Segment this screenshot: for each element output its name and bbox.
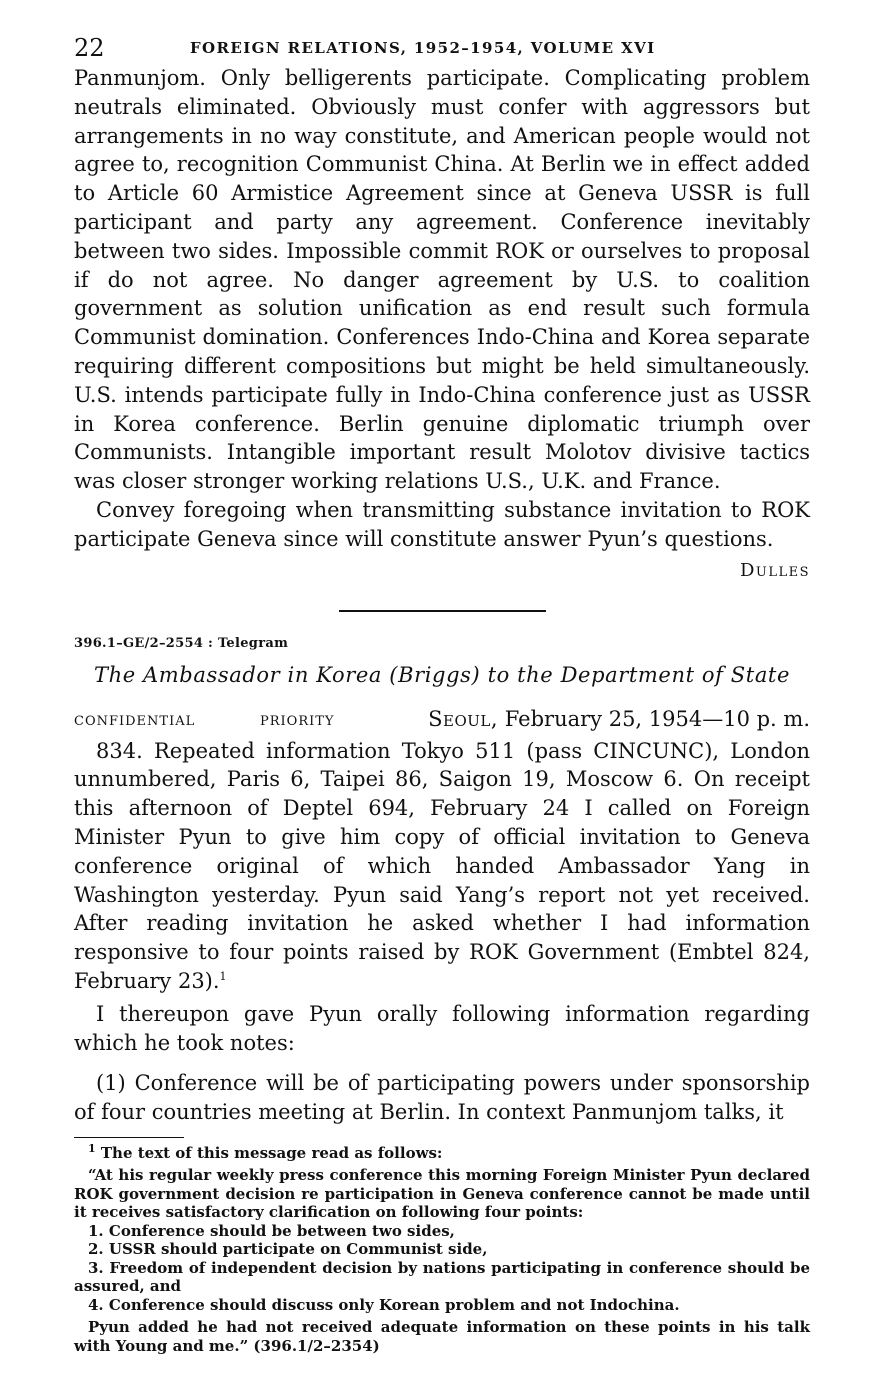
classification-label: CONFIDENTIAL [74, 713, 196, 729]
running-title: FOREIGN RELATIONS, 1952–1954, VOLUME XVI [190, 39, 656, 57]
footnote-quote: “At his regular weekly press conference this morning Foreign Minister Pyun declared ROK government decision re participation in Geneva conference cannot be made until it receives satisfactory clarification on following four points: [74, 1166, 810, 1222]
continued-paragraph: Panmunjom. Only belligerents participate. Complicating problem neutrals eliminated. Obviously must confer with aggressors but arrangements in no way constitute, and American people would not agree to, recognition Communist China. At Berlin we in effect added to Article 60 Armistice Agreement since at Geneva USSR is full participant and party any agreement. Conference inevitably between two sides. Impossible commit ROK or ourselves to proposal if do not agree. No danger agreement by U.S. to coalition government as solution unification as end result such formula Communist domination. Conferences Indo-China and Korea separate requiring different compositions but might be held simultaneously. U.S. intends participate fully in Indo-China conference just as USSR in Korea conference. Berlin genuine diplomatic triumph over Communists. Intangible important result Molotov divisive tactics was closer stronger working relations U.S., U.K. and France. [74, 66, 810, 494]
footnote-list-item: 1. Conference should be between two sides, [88, 1221, 455, 1240]
page-number: 22 [74, 34, 105, 62]
document-title: The Ambassador in Korea (Briggs) to the Department of State [93, 662, 791, 687]
telegram-paragraph-text: 834. Repeated information Tokyo 511 (pass CINCUNC), London unnumbered, Paris 6, Taipei 86, Saigon 19, Moscow 6. On receipt this afternoon of Deptel 694, February 24 I called on Foreign Minister Pyun to give him copy of official invitation to Geneva conference original of which handed Ambassador Yang in Washington yesterday. Pyun said Yang’s report not yet received. After reading invitation he asked whether I had information responsive to four points raised by ROK Government (Embtel 824, February 23). [74, 738, 810, 993]
footnote-list-item: 2. USSR should participate on Communist side, [88, 1240, 488, 1259]
telegram-paragraph [74, 737, 810, 996]
footnote-rule [74, 1137, 184, 1138]
file-reference: 396.1–GE/2–2554 : Telegram [74, 635, 289, 651]
footnote-intro-text: The text of this message read as follows: [100, 1143, 443, 1162]
footnote-mark: 1 [88, 1141, 96, 1155]
telegram-body [74, 737, 810, 1127]
dateline [428, 707, 810, 731]
footnote-reference: 1 [219, 969, 227, 983]
dateline-date: February 25, 1954—10 p. m. [504, 706, 810, 731]
continued-paragraph: Convey foregoing when transmitting substance invitation to ROK participate Geneva since will constitute answer Pyun’s questions. [74, 497, 810, 551]
continued-text [74, 64, 810, 588]
footnote-closing: Pyun added he had not received adequate information on these points in his talk with Young and me.” (396.1/2–2354) [74, 1318, 810, 1355]
footnote-list-item: 3. Freedom of independent decision by nations participating in conference should be assured, and [74, 1258, 810, 1296]
footnote-list-item: 4. Conference should discuss only Korean problem and not Indochina. [88, 1295, 680, 1314]
dateline-place: Seoul, [428, 706, 499, 731]
signature: Dulles [739, 559, 810, 581]
document-page [74, 32, 810, 1355]
footnote-list [74, 1222, 810, 1315]
section-divider [339, 610, 546, 612]
footnote-intro [74, 1141, 810, 1163]
telegram-paragraph: (1) Conference will be of participating powers under sponsorship of four countries meeting at Berlin. In context Panmunjom talks, it [74, 1071, 810, 1125]
telegram-header [74, 707, 810, 737]
priority-label: PRIORITY [260, 713, 335, 729]
telegram-paragraph: I thereupon gave Pyun orally following information regarding which he took notes: [74, 1001, 810, 1055]
footnotes [74, 1141, 810, 1356]
running-head [74, 32, 810, 64]
